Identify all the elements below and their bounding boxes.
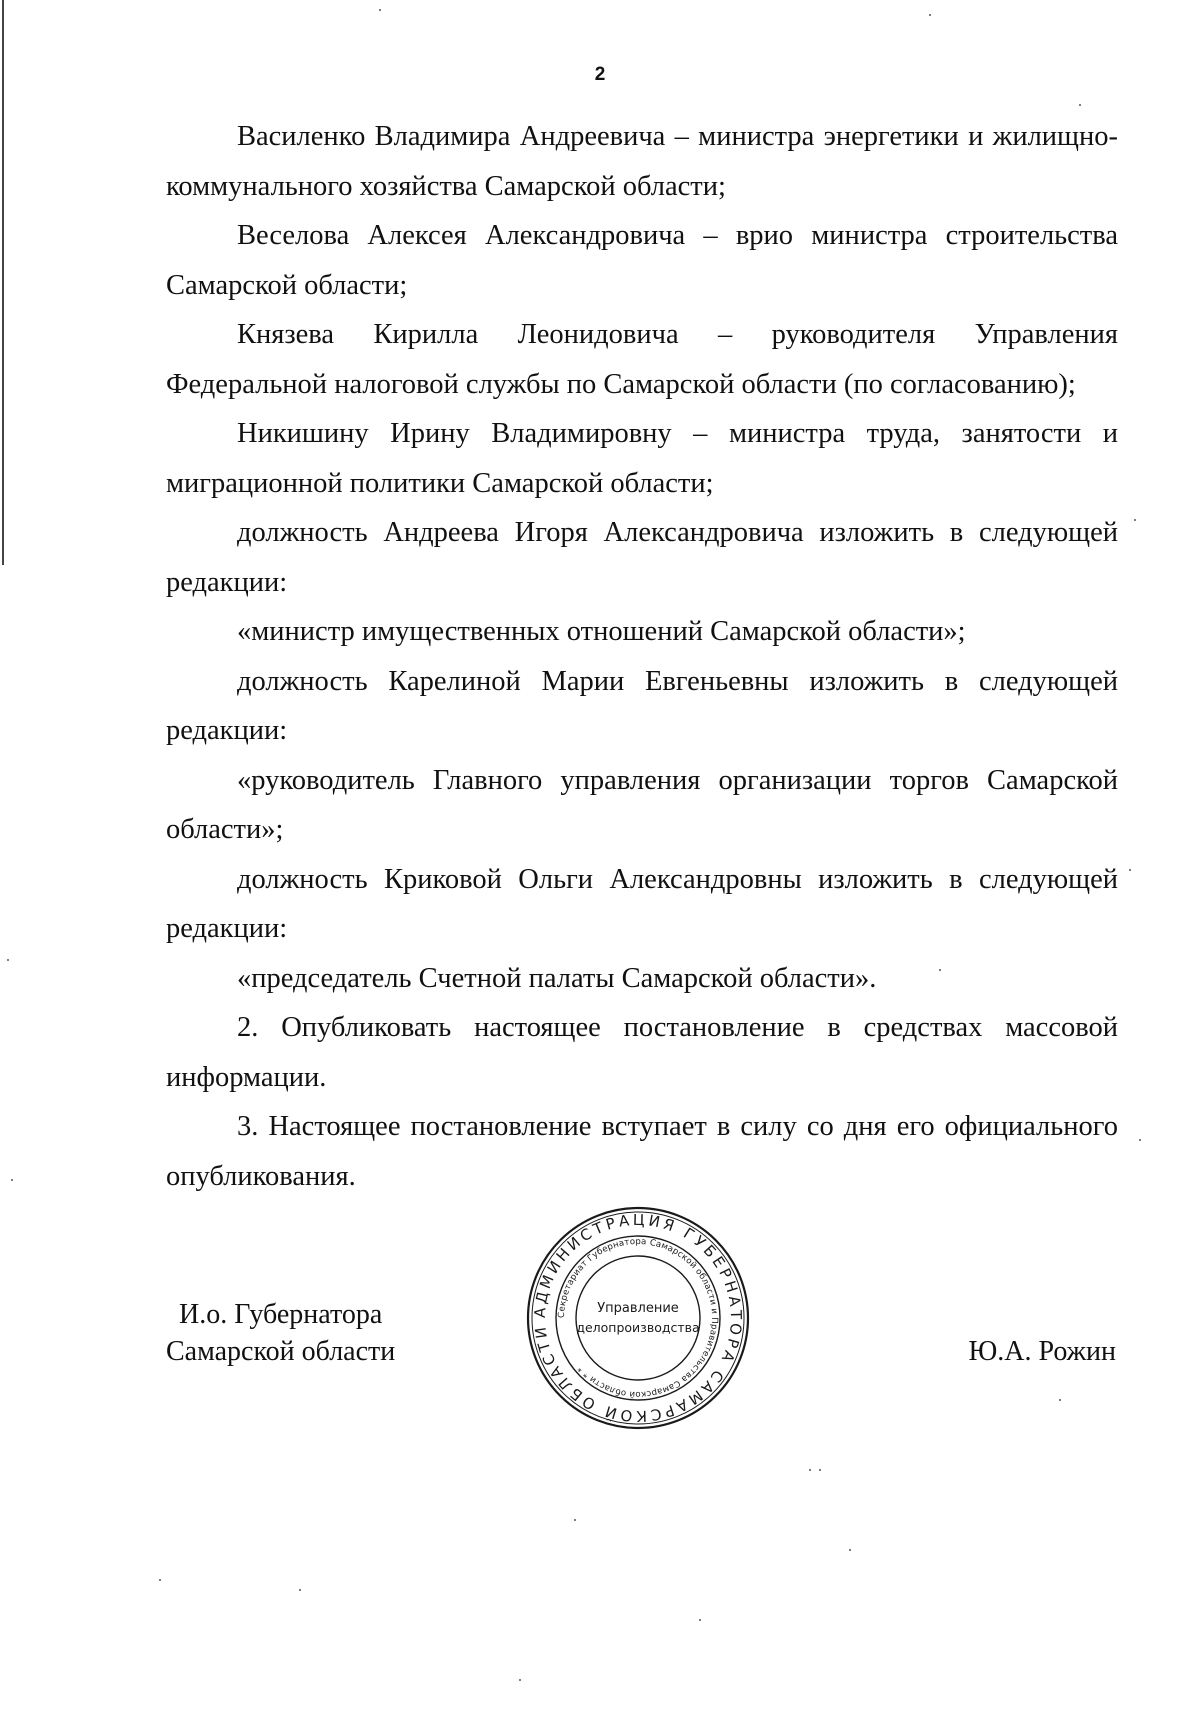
stamp-outer-text: АДМИНИСТРАЦИЯ ГУБЕРНАТОРА САМАРСКОЙ ОБЛАСТИ xyxy=(530,1210,746,1426)
paragraph-vasilenko: Василенко Владимира Андреевича – министра энергетики и жилищно-коммунального хозяйства Самарской области; xyxy=(166,121,1118,202)
signatory-title-line1: И.о. Губернатора xyxy=(179,1299,383,1330)
paragraph-krikova-position: должность Криковой Ольги Александровны изложить в следующей редакции: xyxy=(166,863,1118,944)
stamp-inner-ring xyxy=(576,1256,700,1380)
paragraph-item-2-publish: 2. Опубликовать настоящее постановление в средствах массовой информации. xyxy=(166,1012,1118,1093)
paragraph-andreev-position: должность Андреева Игоря Александровича изложить в следующей редакции: xyxy=(166,517,1118,598)
paragraph-krikova-new-title: «председатель Счетной палаты Самарской области». xyxy=(237,962,877,994)
paragraph-nikishina: Никишину Ирину Владимировну – министра труда, занятости и миграционной политики Самарской области; xyxy=(166,418,1118,499)
paragraph-veselov: Веселова Алексея Александровича – врио министра строительства Самарской области; xyxy=(166,220,1118,301)
paragraph-item-3-effective: 3. Настоящее постановление вступает в силу со дня его официального опубликования. xyxy=(166,1111,1118,1192)
stamp-center-line2: делопроизводства xyxy=(576,1320,700,1335)
signatory-name: Ю.А. Рожин xyxy=(968,1336,1116,1367)
signatory-title xyxy=(166,1296,395,1370)
signatory-title-line2: Самарской области xyxy=(166,1336,396,1367)
page-number: 2 xyxy=(594,64,606,85)
paragraph-karelina-new-title: «руководитель Главного управления организации торгов Самарской области»; xyxy=(166,764,1118,845)
stamp-inner-text: Секретариат Губернатора Самарской области и Правительства Самарской области * * xyxy=(556,1236,720,1400)
stamp-center-line1: Управление xyxy=(597,1301,679,1316)
document-body xyxy=(166,112,1118,1201)
stamp-middle-ring xyxy=(556,1236,720,1400)
paragraph-karelina-position: должность Карелиной Марии Евгеньевны изложить в следующей редакции: xyxy=(166,665,1118,746)
paragraph-knyazev: Князева Кирилла Леонидовича – руководителя Управления Федеральной налоговой службы по Самарской области (по согласованию); xyxy=(166,319,1118,400)
official-stamp xyxy=(525,1205,751,1431)
paragraph-andreev-new-title: «министр имущественных отношений Самарской области»; xyxy=(237,616,966,647)
